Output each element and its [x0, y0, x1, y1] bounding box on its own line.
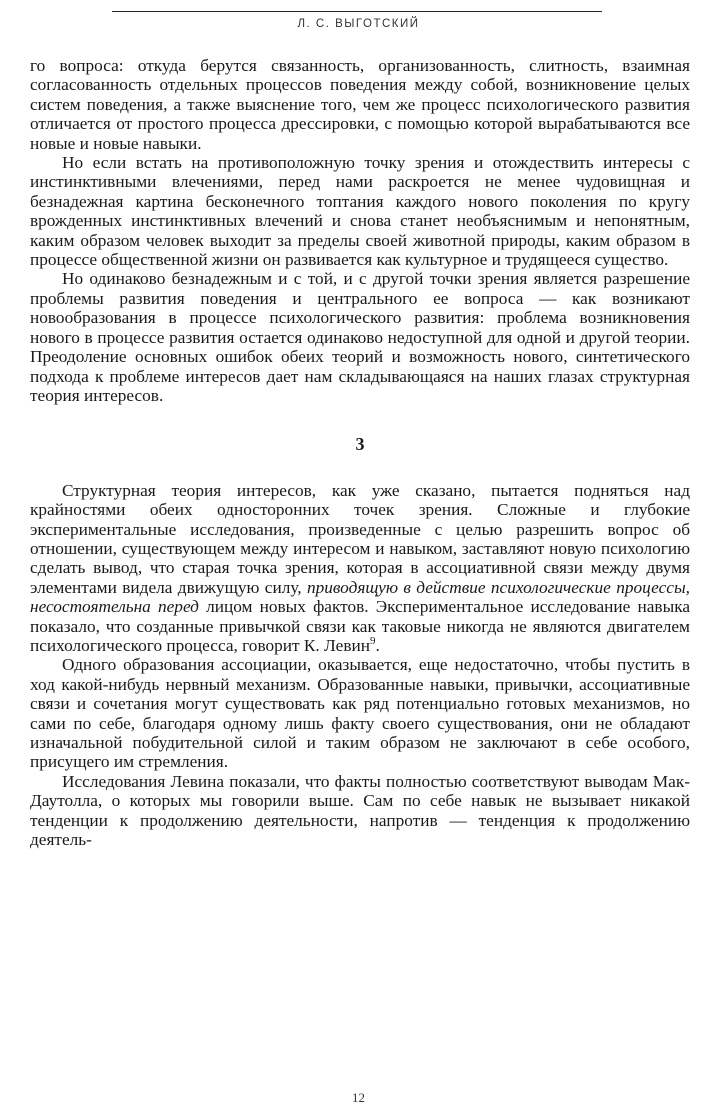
- paragraph-4-part-a: Структурная теория интересов, как уже сказано, пытается подняться над крайностями обеих односторонних точек зрения. Сложные и глубокие экспериментальные исследования, произведенные с целью разрешить вопрос об отношении, существующем между интересом и навыком, заставляют новую психологию сделать вывод, что старая точка зрения, которая в ассоциативной связи между двумя элементами видела движущую силу,: [30, 480, 690, 597]
- paragraph-6: Исследования Левина показали, что факты полностью соответствуют выводам Мак-Даутолла, о которых мы говорили выше. Сам по себе навык не вызывает никакой тенденции к продолжению деятельности, напротив — тенденция к продолжению деятель-: [30, 771, 690, 850]
- paragraph-2: Но если встать на противоположную точку зрения и отождествить интересы с инстинктивными влечениями, перед нами раскроется не менее чудовищная и безнадежная картина бесконечного топтания каждого нового поколения по кругу врожденных инстинктивных влечений и снова станет необъяснимым и непонятным, каким образом человек выходит за пределы своей животной природы, каким образом в процессе общественной жизни он развивается как культурное и трудящееся существо.: [30, 153, 690, 270]
- running-head: Л. С. ВЫГОТСКИЙ: [297, 18, 420, 30]
- page-body: [30, 56, 690, 849]
- footnote-marker: 9: [369, 635, 376, 648]
- paragraph-3: Но одинаково безнадежным и с той, и с другой точки зрения является разрешение проблемы развития поведения и центрального ее вопроса — как возникают новообразования в процессе психологического развития: проблема возникновения нового в процессе развития остается одинаково недоступной для одной и другой теории. Преодоление основных ошибок обеих теорий и возможность нового, синтетического подхода к проблеме интересов дает нам складывающаяся на наших глазах структурная теория интересов.: [30, 269, 690, 405]
- page-number: 12: [352, 1090, 365, 1105]
- paragraph-4-end: .: [375, 635, 380, 655]
- paragraph-5: Одного образования ассоциации, оказывается, еще недостаточно, чтобы пустить в ход какой-нибудь нервный механизм. Образованные навыки, привычки, ассоциативные связи и сочетания могут существовать как ряд потенциально готовых механизмов, но сами по себе, благодаря одному лишь факту своего существования, они не обладают изначальной побудительной силой и таким образом не заключают в себе особого, присущего им стремления.: [30, 655, 690, 772]
- paragraph-1: го вопроса: откуда берутся связанность, организованность, слитность, взаимная согласованность отдельных процессов поведения между собой, возникновение целых систем поведения, а также выяснение того, чем же процесс психологического развития отличается от простого процесса дрессировки, с помощью которой вырабатываются все новые и новые навыки.: [30, 56, 690, 153]
- paragraph-4-part-b: лицом новых фактов. Экспериментальное исследование навыка показало, что созданные привычкой связи как таковые никогда не являются двигателем психологического процесса, говорит К. Левин: [30, 597, 690, 655]
- section-number: 3: [355, 434, 365, 455]
- paragraph-4-italic: приводящую в действие психологические процессы, несостоятельна перед: [30, 577, 690, 617]
- paragraph-4: [30, 481, 690, 656]
- header-rule: [112, 11, 602, 12]
